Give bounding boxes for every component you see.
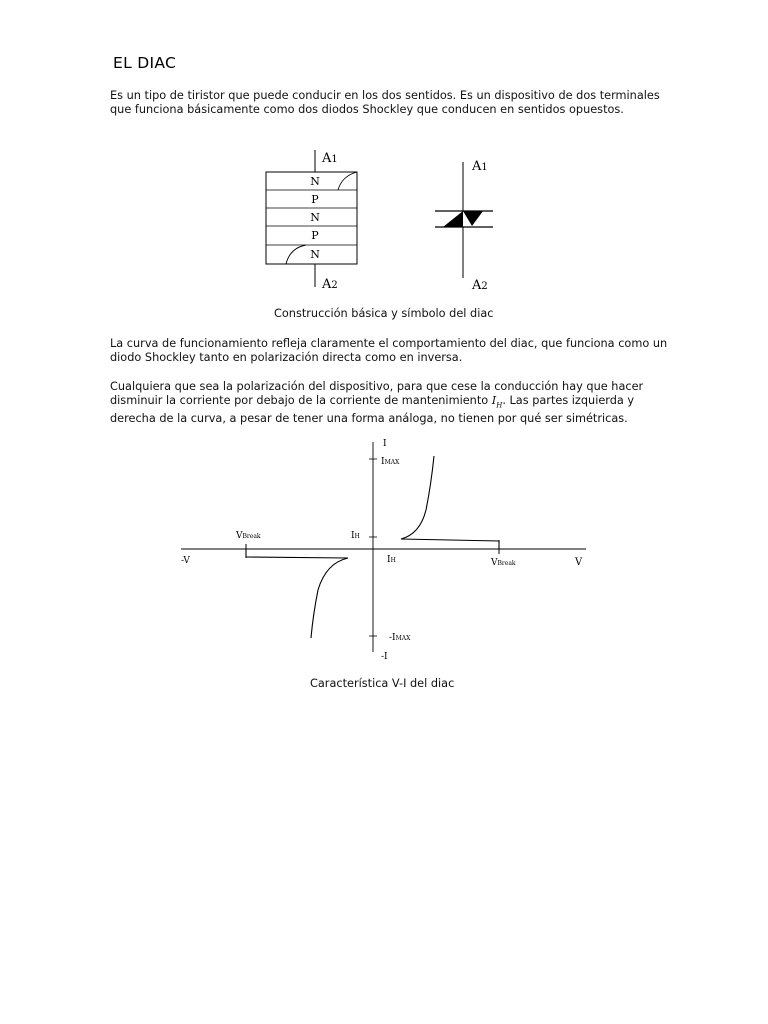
conduction-paragraph: Cualquiera que sea la polarización del dispositivo, para que cese la conducción hay que hacer disminuir la corriente por debajo de la corriente de mantenimiento $I_H$. Las partes izquierda y derecha de la curva, a pesar de tener una forma análoga, no tienen por qué ser simétricas. [110,380,644,426]
layer-label: P [311,229,319,242]
layer-label: P [311,193,319,206]
axis-label-i: I [383,439,387,449]
symbol-triangle-down [463,211,483,226]
label-ih-top: IH [351,531,360,541]
figure1-caption: Construcción básica y símbolo del diac [274,307,494,320]
label-vbreak-left: VBreak [236,531,261,541]
axis-label-neg-i: -I [381,652,388,662]
symbol-a1-label: A1 [472,159,488,174]
terminal-a2-label: A2 [322,277,338,292]
intro-paragraph: Es un tipo de tiristor que puede conducir en los dos sentidos. Es un dispositivo de dos terminales que funciona básicamente como dos diodos Shockley que conducen en sentidos opuestos. [110,89,660,116]
curve-paragraph: La curva de funcionamiento refleja claramente el comportamiento del diac, que funciona como un diodo Shockley tanto en polarización directa como en inversa. [110,337,668,364]
page-title: EL DIAC [113,54,177,72]
figure2-caption: Característica V-I del diac [310,677,455,690]
holding-current-symbol: $I_H$ [491,394,503,410]
terminal-a1-label: A1 [322,151,338,166]
axis-label-v: V [575,557,583,568]
label-vbreak-right: VBreak [491,558,516,568]
axis-label-neg-v: -V [181,556,190,566]
negative-conduction-curve [246,549,372,638]
symbol-a2-label: A2 [472,278,488,293]
diac-construction-figure [0,0,768,320]
layer-label: N [310,248,320,261]
label-ih-bottom: IH [387,555,396,565]
vi-characteristic-figure [0,430,768,670]
layer-label: N [310,175,320,188]
label-imax: IMAX [381,457,400,467]
positive-conduction-curve [374,456,499,549]
layer-label: N [310,211,320,224]
label-neg-imax: -IMAX [389,633,411,643]
